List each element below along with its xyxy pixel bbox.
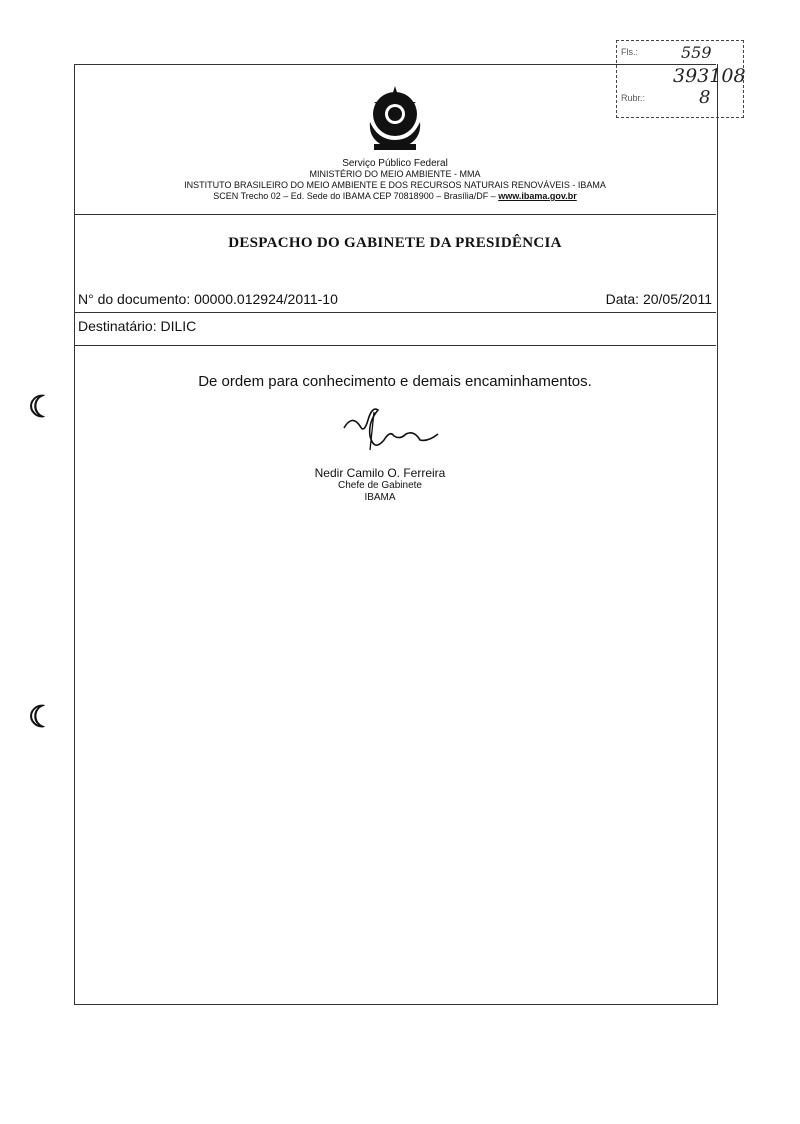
header-service: Serviço Público Federal xyxy=(342,158,448,169)
handwritten-signature xyxy=(334,400,444,460)
header-institute: INSTITUTO BRASILEIRO DO MEIO AMBIENTE E DOS RECURSOS NATURAIS RENOVÁVEIS - IBAMA xyxy=(184,180,606,190)
signer-name: Nedir Camilo O. Ferreira xyxy=(314,466,446,480)
brazil-coat-of-arms-icon xyxy=(360,84,430,154)
document-date: Data: 20/05/2011 xyxy=(605,291,712,307)
header-address-text: SCEN Trecho 02 – Ed. Sede do IBAMA CEP 70818900 – Brasília/DF – xyxy=(213,191,499,201)
signer-role: Chefe de Gabinete xyxy=(338,480,422,491)
hole-punch-mark-top: ☾ xyxy=(28,391,55,424)
stamp-process-number: 393108 xyxy=(673,65,746,87)
signer-organization: IBAMA xyxy=(364,492,396,503)
header-divider xyxy=(74,214,716,215)
document-number: N° do documento: 00000.012924/2011-10 xyxy=(78,291,338,307)
stamp-initials-label: Rubr.: xyxy=(621,93,646,103)
row-divider-2 xyxy=(74,345,716,346)
hole-punch-mark-bottom: ☾ xyxy=(28,701,55,734)
header-ministry: MINISTÉRIO DO MEIO AMBIENTE - MMA xyxy=(309,169,481,179)
document-recipient: Destinatário: DILIC xyxy=(78,318,197,334)
document-frame xyxy=(74,64,718,1005)
dispatch-message: De ordem para conhecimento e demais encaminhamentos. xyxy=(198,373,592,390)
document-title: DESPACHO DO GABINETE DA PRESIDÊNCIA xyxy=(228,235,562,251)
stamp-page-label: Fls.: xyxy=(621,47,638,57)
stamp-initials: 8 xyxy=(699,87,711,108)
protocol-stamp xyxy=(616,40,744,118)
stamp-page-number: 559 xyxy=(681,43,712,62)
row-divider-1 xyxy=(74,312,716,313)
header-address xyxy=(74,191,716,202)
header-website-link[interactable]: www.ibama.gov.br xyxy=(498,191,577,201)
